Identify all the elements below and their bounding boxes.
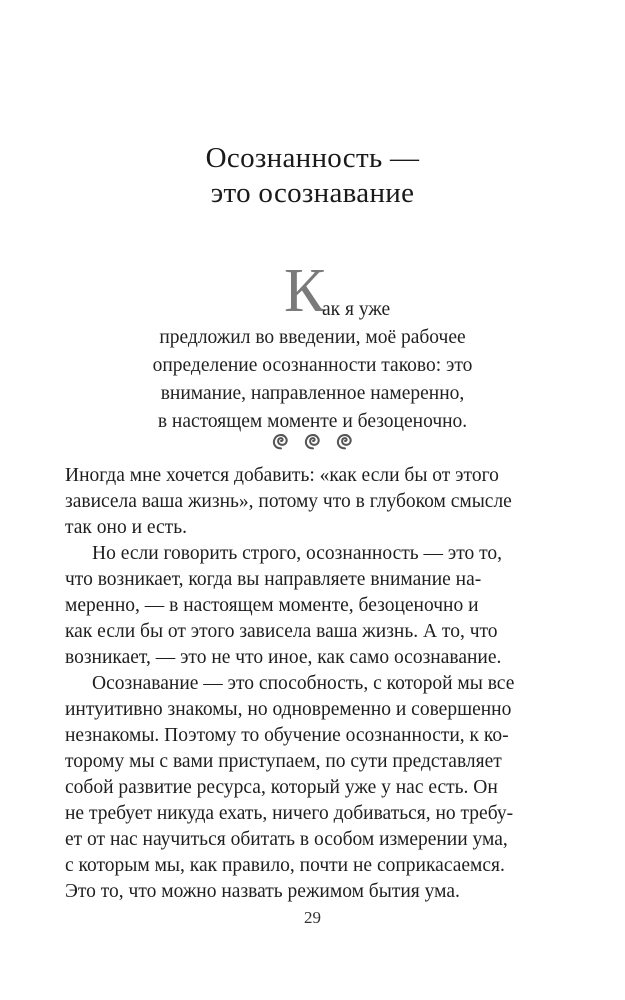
drop-cap-letter: К <box>284 257 326 325</box>
body-text-line: незнакомы. Поэтому то обучение осознанности, к ко- <box>65 725 509 746</box>
intro-line-2: предложил во введении, моё рабочее <box>159 327 466 348</box>
body-text-line: Но если говорить строго, осознанность — это то, <box>92 543 503 564</box>
chapter-title-line-1: Осознанность — <box>205 142 420 174</box>
swirl-icon <box>302 430 324 452</box>
page-number: 29 <box>304 908 321 927</box>
body-text-line: как если бы от этого зависела ваша жизнь. А то, что <box>65 621 498 642</box>
body-text-line: меренно, — в настоящем моменте, безоценочно и <box>65 595 479 616</box>
body-text-line: Это то, что можно назвать режимом бытия ума. <box>65 881 460 902</box>
intro-line-1: ак я уже <box>322 299 391 320</box>
swirl-icon <box>270 430 292 452</box>
triple-swirl-ornament-icon <box>0 428 625 454</box>
body-text-line: что возникает, когда вы направляете внимание на- <box>65 569 482 590</box>
body-text-line: зависела ваша жизнь», потому что в глубоком смысле <box>65 491 512 512</box>
body-text-line: возникает, — это не что иное, как само осознавание. <box>65 647 502 668</box>
body-text-line: Осознавание — это способность, с которой мы все <box>92 673 515 694</box>
body-text-line: не требует никуда ехать, ничего добиваться, но требу- <box>65 803 514 824</box>
body-text-line: торому мы с вами приступаем, по сути представляет <box>65 751 502 772</box>
body-text-line: Иногда мне хочется добавить: «как если бы от этого <box>65 465 499 486</box>
body-text-line: собой развитие ресурса, который уже у нас есть. Он <box>65 777 498 798</box>
intro-line-4: внимание, направленное намеренно, <box>160 383 465 404</box>
swirl-icon <box>334 430 356 452</box>
body-text-line: с которым мы, как правило, почти не соприкасаемся. <box>65 855 505 876</box>
body-text-line: ет от нас научиться обитать в особом измерении ума, <box>65 829 508 850</box>
body-text-line: так оно и есть. <box>65 517 187 538</box>
body-text-line: интуитивно знакомы, но одновременно и совершенно <box>65 699 512 720</box>
intro-line-3: определение осознанности таково: это <box>152 355 473 376</box>
chapter-title-line-2: это осознавание <box>210 177 415 209</box>
intro-line-5: в настоящем моменте и безоценочно. <box>157 411 468 432</box>
